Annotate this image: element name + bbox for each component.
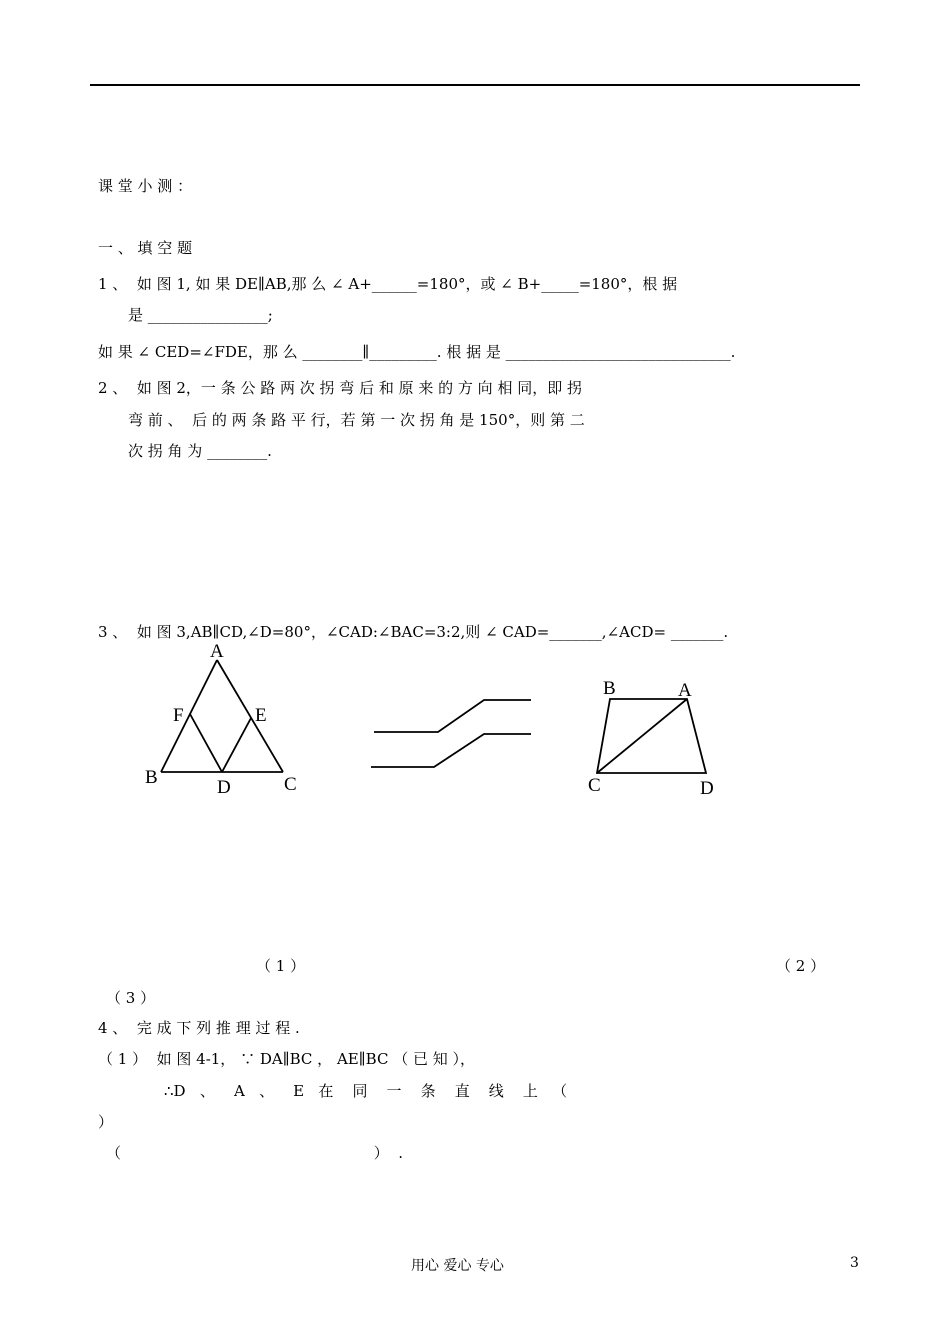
question-4-line-1: （ 1 ） 如 图 4-1， ∵ DA∥BC ， AE∥BC （ 已 知 ）， xyxy=(98,1050,476,1068)
road-upper-edge xyxy=(374,700,531,732)
question-2-line-3: 次 拐 角 为 ________. xyxy=(128,442,272,460)
side-ab xyxy=(161,660,217,772)
label-b: B xyxy=(603,678,616,699)
side-ac xyxy=(217,660,283,772)
figure-3-trapezoid xyxy=(580,672,720,802)
figure-2-road xyxy=(366,690,538,776)
label-a: A xyxy=(210,641,224,662)
question-1-line-1: 1 、 如 图 1, 如 果 DE∥AB,那 么 ∠ A+______=180°，或 ∠ B+_____=180°，根 据 xyxy=(98,275,678,293)
label-d: D xyxy=(217,777,231,798)
quiz-title: 课 堂 小 测 ： xyxy=(98,177,193,195)
label-c: C xyxy=(588,775,601,796)
label-b: B xyxy=(145,767,158,788)
caption-figure-1: （ 1 ） xyxy=(256,957,306,975)
segment-fd xyxy=(190,714,222,772)
question-4-line-2: ∴D 、 A 、 E 在 同 一 条 直 线 上 （ xyxy=(164,1082,568,1100)
footer-motto: 用心 爱心 专心 xyxy=(411,1258,504,1274)
diagonal-ac xyxy=(597,699,687,773)
section-heading: 一 、 填 空 题 xyxy=(98,239,193,257)
road-lower-edge xyxy=(371,734,531,767)
caption-figure-3: （ 3 ） xyxy=(106,989,156,1007)
question-1-line-3: 如 果 ∠ CED=∠FDE，那 么 ________∥_________. 根 据 是 ______________________________. xyxy=(98,343,736,361)
trapezoid-abdc xyxy=(597,699,706,773)
caption-figure-2: （ 2 ） xyxy=(776,957,826,975)
label-e: E xyxy=(255,705,267,726)
question-4-line-4: （ ） . xyxy=(106,1144,404,1162)
page-number: 3 xyxy=(850,1255,859,1271)
segment-ed xyxy=(222,718,251,772)
question-1-line-2: 是 ________________; xyxy=(128,306,273,324)
label-c: C xyxy=(284,774,297,795)
header-rule xyxy=(90,84,860,86)
question-3-line: 3 、 如 图 3,AB∥CD,∠D=80°，∠CAD:∠BAC=3:2,则 ∠ CAD=_______,∠ACD= _______. xyxy=(98,623,729,641)
question-4-title: 4 、 完 成 下 列 推 理 过 程 . xyxy=(98,1019,300,1037)
question-2-line-1: 2 、 如 图 2，一 条 公 路 两 次 拐 弯 后 和 原 来 的 方 向 相 同，即 拐 xyxy=(98,379,582,397)
question-4-line-3: ） xyxy=(98,1113,114,1131)
label-f: F xyxy=(173,705,184,726)
figure-1-triangle xyxy=(140,638,310,800)
label-d: D xyxy=(700,778,714,799)
question-2-line-2: 弯 前 、 后 的 两 条 路 平 行，若 第 一 次 拐 角 是 150°，则 第 二 xyxy=(128,411,585,429)
label-a: A xyxy=(678,680,692,701)
